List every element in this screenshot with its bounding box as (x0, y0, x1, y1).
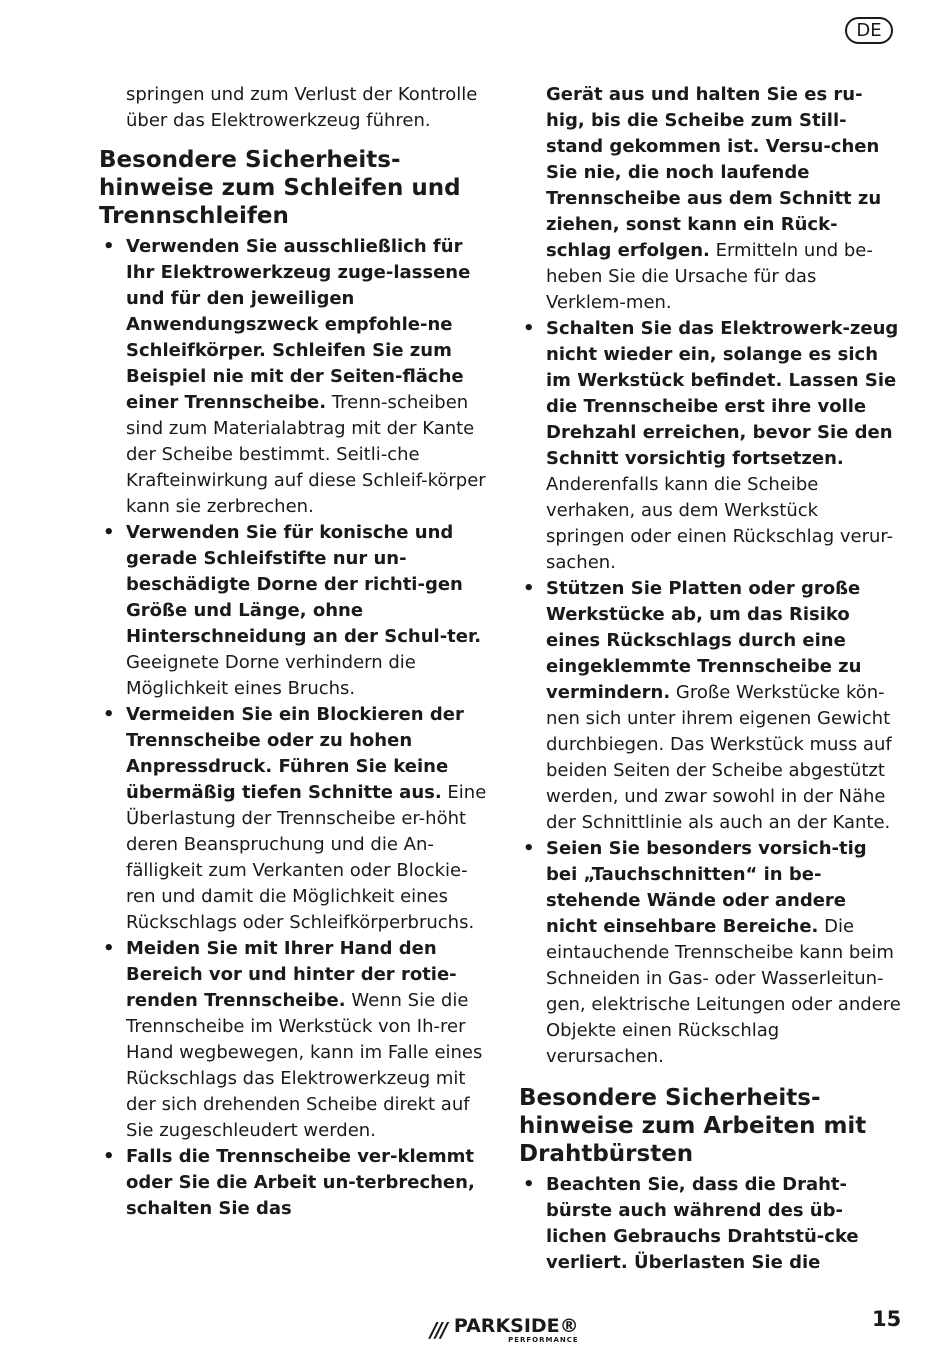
list-item: • Vermeiden Sie ein Blockieren der Trennscheibe oder zu hohen Anpressdruck. Führen Sie keine übermäßig tiefen Schnitte aus. Eine Überlastung der Trennscheibe er-höht deren Beanspruchung und die An-fälligkeit zum Verkanten oder Blockie-ren und damit die Möglichkeit eines Rückschlags oder Schleifkörperbruchs. (99, 702, 491, 936)
list-item: • Stützen Sie Platten oder große Werkstücke ab, um das Risiko eines Rückschlags durch eine eingeklemmte Trennscheibe zu vermindern. Große Werkstücke kön-nen sich unter ihrem eigenen Gewicht durchbiegen. Das Werkstück muss auf beiden Seiten der Scheibe abgestützt werden, und zwar sowohl in der Nähe der Schnittlinie als auch an der Kante. (519, 576, 901, 836)
list-item: • Verwenden Sie für konische und gerade Schleifstifte nur un-beschädigte Dorne der richti-gen Größe und Länge, ohne Hinterschneidung an der Schul-ter. Geeignete Dorne verhindern die Möglichkeit eines Bruchs. (99, 520, 491, 702)
parkside-logo (430, 1316, 579, 1344)
safety-list-grinding (99, 234, 491, 1222)
list-item: • Falls die Trennscheibe ver-klemmt oder Sie die Arbeit un-terbrechen, schalten Sie das (99, 1144, 491, 1222)
logo-subtitle: PERFORMANCE (508, 1336, 579, 1344)
intro-text: springen und zum Verlust der Kontrolle über das Elektrowerkzeug führen. (126, 84, 478, 131)
continuation-text: Gerät aus und halten Sie es ru-hig, bis die Scheibe zum Still-stand gekommen ist. Versu-chen Sie nie, die noch laufende Trennscheibe aus dem Schnitt zu ziehen, sonst kann ein Rück-schlag erfolgen. Ermitteln und be-heben Sie die Ursache für das Verklem-men. (546, 84, 882, 313)
list-item: • Meiden Sie mit Ihrer Hand den Bereich vor und hinter der rotie-renden Trennscheibe. Wenn Sie die Trennscheibe im Werkstück von Ih-rer Hand wegbewegen, kann im Falle eines Rückschlags das Elektrowerkzeug mit der sich drehenden Scheibe direkt auf Sie zugeschleudert werden. (99, 936, 491, 1144)
safety-list-cutting (519, 316, 901, 1070)
right-column (519, 82, 901, 1276)
list-item: • Beachten Sie, dass die Draht-bürste auch während des üb-lichen Gebrauchs Drahtstü-cke verliert. Überlasten Sie die (519, 1172, 901, 1276)
logo-brand-text: PARKSIDE® (453, 1315, 579, 1337)
section-heading-wire-brush: Besondere Sicherheits-hinweise zum Arbeiten mit Drahtbürsten (519, 1085, 867, 1167)
safety-list-wire-brush (519, 1172, 901, 1276)
page-number: 15 (872, 1307, 902, 1331)
list-item: • Verwenden Sie ausschließlich für Ihr Elektrowerkzeug zuge-lassene und für den jeweiligen Anwendungszweck empfohle-ne Schleifkörper. Schleifen Sie zum Beispiel nie mit der Seiten-fläche einer Trennscheibe. Trenn-scheiben sind zum Materialabtrag mit der Kante der Scheibe bestimmt. Seitli-che Krafteinwirkung auf diese Schleif-körper kann sie zerbrechen. (99, 234, 491, 520)
left-column (99, 82, 491, 1222)
section-heading-grinding: Besondere Sicherheits-hinweise zum Schleifen und Trennschleifen (99, 147, 461, 229)
list-item: • Schalten Sie das Elektrowerk-zeug nicht wieder ein, solange es sich im Werkstück befindet. Lassen Sie die Trennscheibe erst ihre volle Drehzahl erreichen, bevor Sie den Schnitt vorsichtig fortsetzen. Anderenfalls kann die Scheibe verhaken, aus dem Werkstück springen oder einen Rückschlag verur-sachen. (519, 316, 901, 576)
list-item: • Seien Sie besonders vorsich-tig bei „Tauchschnitten“ in be-stehende Wände oder andere nicht einsehbare Bereiche. Die eintauchende Trennscheibe kann beim Schneiden in Gas- oder Wasserleitun-gen, elektrische Leitungen oder andere Objekte einen Rückschlag verursachen. (519, 836, 901, 1070)
logo-stripes-icon: /// (430, 1318, 446, 1342)
language-badge: DE (845, 17, 893, 44)
